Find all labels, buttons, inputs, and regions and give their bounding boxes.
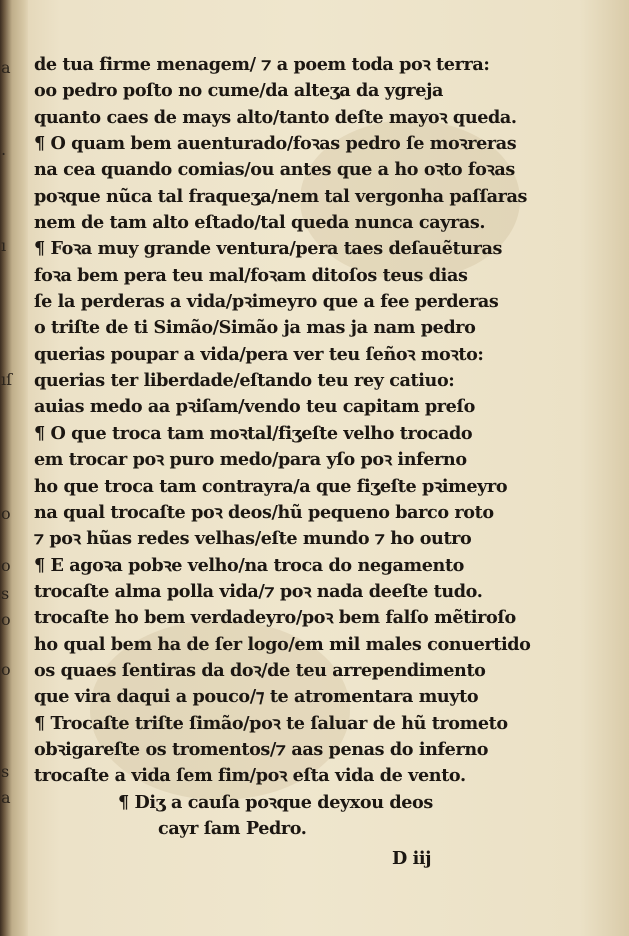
text-line: na qual trocaſte poꝛ deos/hũ pequeno barco roto xyxy=(34,501,494,523)
text-line: querias poupar a vida/pera ver teu ſeñoꝛ moꝛto: xyxy=(34,343,484,365)
text-line: oo pedro poſto no cume/da alteʒa da ygreja xyxy=(34,80,444,102)
margin-fragment: ıſ xyxy=(1,370,13,389)
margin-fragment: o xyxy=(1,556,11,575)
text-line: o triſte de ti Simão/Simão ja mas ja nam pedro xyxy=(34,317,476,339)
text-line: ⁊ poꝛ hũas redes velhas/eſte mundo ⁊ ho outro xyxy=(34,528,472,550)
text-line: poꝛque nũca tal fraqueʒa/nem tal vergonha paſſaras xyxy=(34,185,527,207)
text-line: trocaſte a vida ſem fim/poꝛ eſta vida de vento. xyxy=(34,765,466,787)
margin-fragment: s xyxy=(1,584,10,603)
text-line: de tua firme menagem/ ⁊ a poem toda poꝛ terra: xyxy=(34,54,490,75)
text-line: ¶ O que troca tam moꝛtal/fiʒeſte velho trocado xyxy=(34,422,473,444)
margin-fragment: a xyxy=(1,58,11,77)
margin-fragment: o xyxy=(1,610,11,629)
text-line: nem de tam alto eſtado/tal queda nunca cayras. xyxy=(34,212,486,234)
text-line: quanto caes de mays alto/tanto deſte mayoꝛ queda. xyxy=(34,106,517,128)
text-line: em trocar poꝛ puro medo/para yſo poꝛ inferno xyxy=(34,449,467,471)
margin-fragment: s xyxy=(1,762,10,781)
text-line: ¶ Trocaſte triſte ſimão/poꝛ te ſaluar de hũ trometo xyxy=(34,712,508,734)
text-line: auias medo aa pꝛiſam/vendo teu capitam preſo xyxy=(34,396,475,418)
margin-fragment: o xyxy=(1,660,11,679)
text-line: ho que troca tam contrayra/a que fiʒeſte pꝛimeyro xyxy=(34,475,508,497)
margin-fragment: . xyxy=(1,140,7,159)
margin-fragment: o xyxy=(1,504,11,523)
text-line: ¶ O quam bem auenturado/foꝛas pedro ſe moꝛreras xyxy=(34,133,517,155)
text-line: ¶ Diʒ a cauſa poꝛque deyxou deos xyxy=(118,791,433,813)
folio-signature: D iij xyxy=(392,848,432,870)
text-line: obꝛigareſte os tromentos/⁊ aas penas do inferno xyxy=(34,738,489,760)
margin-fragment: ı xyxy=(1,236,7,255)
text-line: ſe la perderas a vida/pꝛimeyro que a fee perderas xyxy=(34,291,499,313)
text-block xyxy=(34,52,594,873)
text-line: ¶ E agoꝛa pobꝛe velho/na troca do negamento xyxy=(34,554,465,576)
text-line: os quaes ſentiras da doꝛ/de teu arrependimento xyxy=(34,659,486,681)
text-line: ho qual bem ha de ſer logo/em mil males conuertido xyxy=(34,633,531,655)
text-line: trocaſte alma polla vida/⁊ poꝛ nada deeſte tudo. xyxy=(34,580,483,602)
text-line: trocaſte ho bem verdadeyro/poꝛ bem falſo mẽtiroſo xyxy=(34,607,516,629)
facing-page-margin xyxy=(0,0,26,936)
text-line: ¶ Foꝛa muy grande ventura/pera taes deſauẽturas xyxy=(34,238,502,260)
margin-fragment: a xyxy=(1,788,11,807)
text-line: foꝛa bem pera teu mal/foꝛam ditoſos teus dias xyxy=(34,264,468,286)
text-line: na cea quando comias/ou antes que a ho oꝛto foꝛas xyxy=(34,159,515,181)
text-line: que vira daqui a pouco/⁊ te atromentara muyto xyxy=(34,686,479,708)
text-line: querias ter liberdade/eſtando teu rey catiuo: xyxy=(34,370,455,392)
text-line: cayr ſam Pedro. xyxy=(158,817,307,839)
